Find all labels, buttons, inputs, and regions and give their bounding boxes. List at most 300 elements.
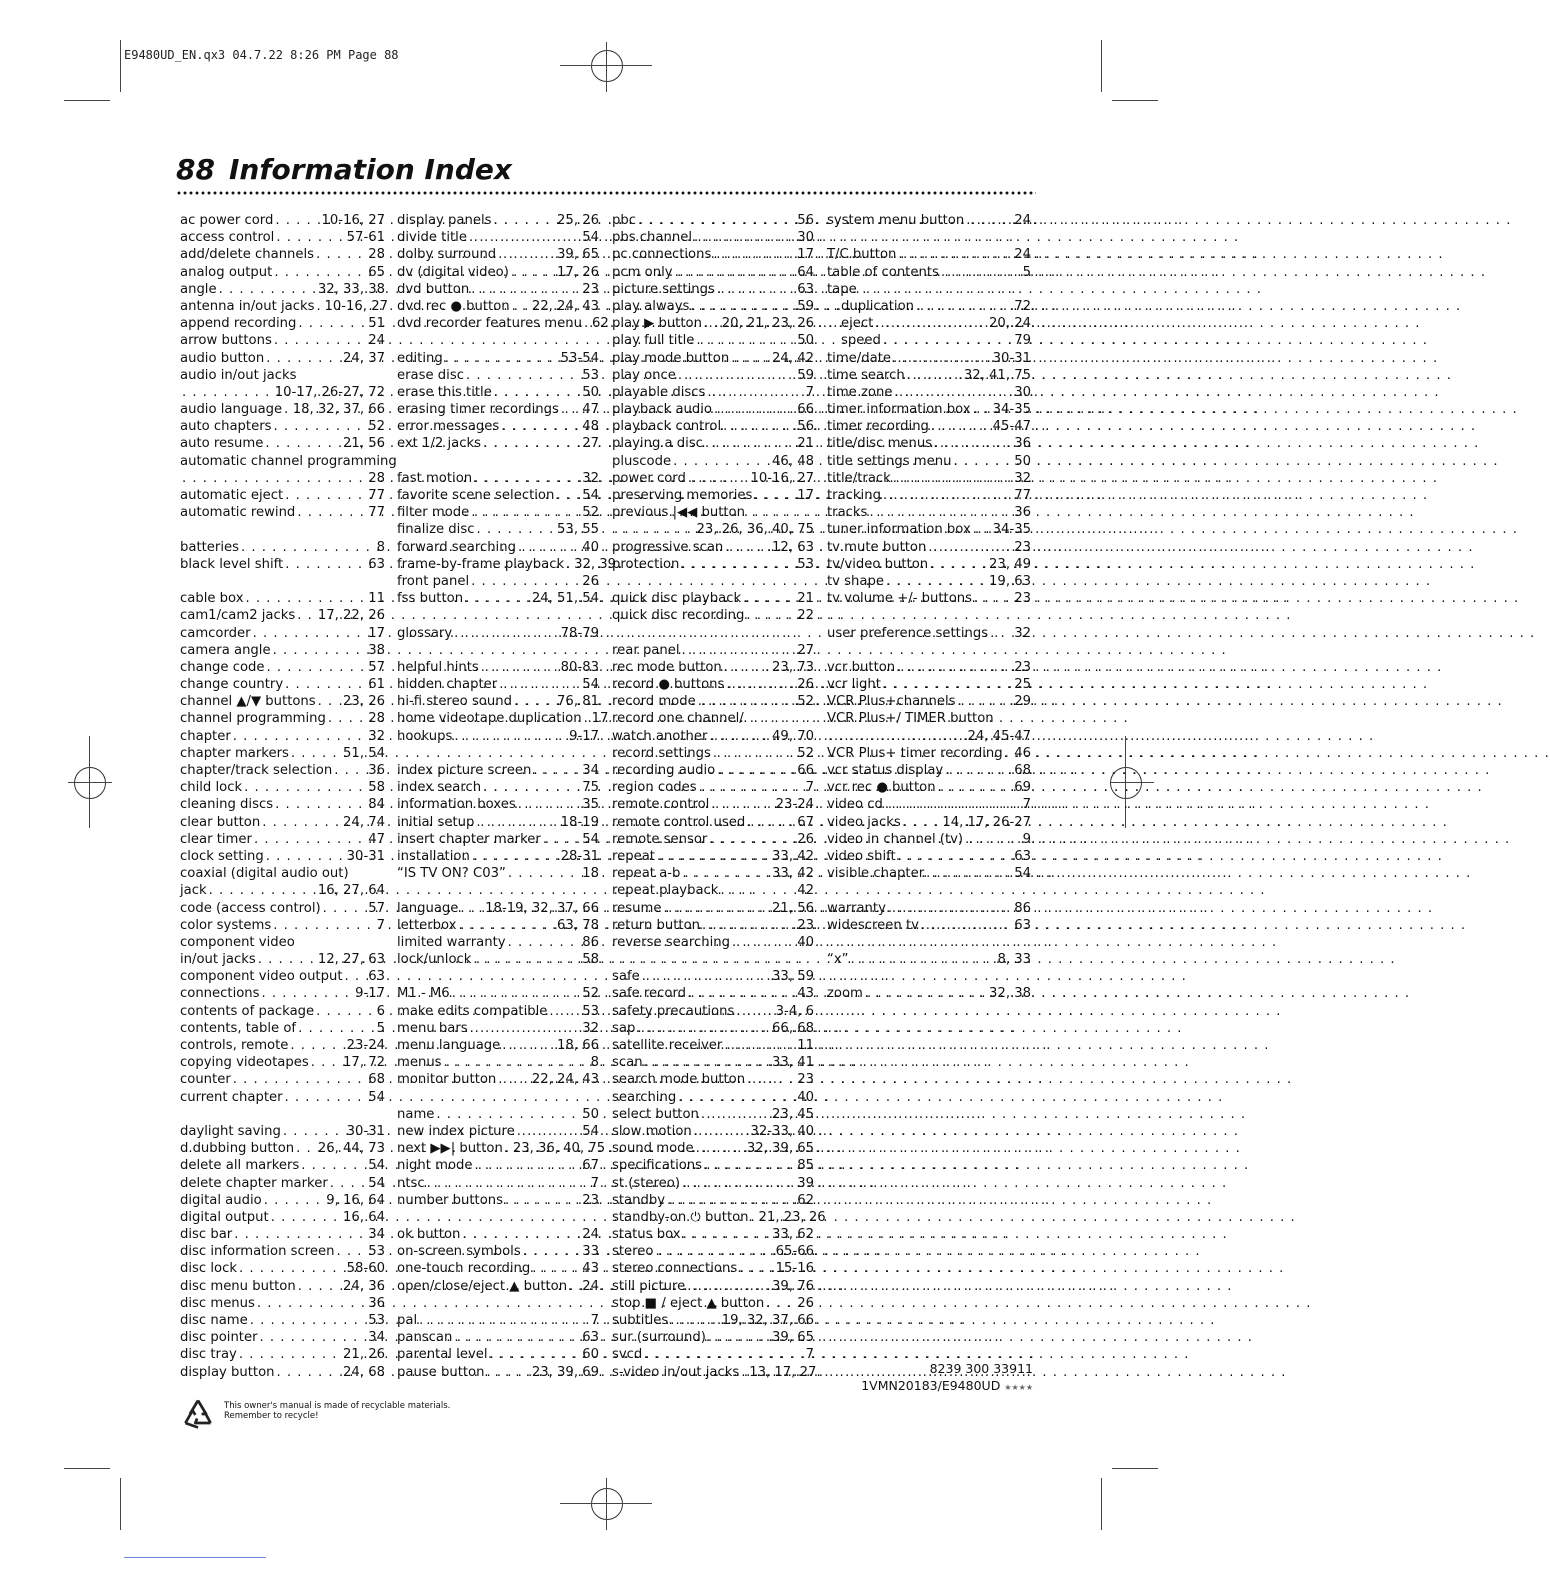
dot-leader [713,246,795,263]
index-entry [612,882,814,899]
index-term: sap [612,1020,636,1036]
index-term: auto chapters [180,419,272,435]
index-entry [397,1243,599,1260]
index-pages: 53 [368,1244,385,1260]
dot-leader [720,882,795,899]
dot-leader [469,229,580,246]
dot-leader [274,264,366,281]
dot-leader [926,865,1012,882]
index-entry [180,951,385,968]
index-pages: 53 [582,367,599,383]
dot-leader [483,779,580,796]
registration-mark [591,50,623,82]
index-entry [397,900,599,917]
dot-leader [532,1260,580,1277]
index-entry [180,1175,385,1192]
dot-leader [454,625,559,642]
index-pages: 8 [376,539,385,555]
index-pages: 62 [591,316,609,332]
index-term: repeat a-b [612,866,681,882]
index-term: playback audio [612,402,712,418]
index-entry [612,1003,814,1020]
index-term: letterbox [397,917,457,933]
index-entry [180,1157,385,1174]
dot-leader [262,814,341,831]
index-pages: 66 [797,763,814,778]
dot-leader [928,539,1012,556]
index-entry [397,951,599,968]
index-pages: 16, 64 [343,1209,385,1225]
index-term: tuner information box [827,522,971,538]
index-term: menu language [397,1038,501,1053]
index-entry [397,1192,599,1209]
index-pages: 40 [797,1089,814,1105]
dot-leader [637,1020,770,1037]
index-pages: 76, 81 [557,694,599,710]
index-entry [827,521,1031,538]
recycle-note-line-2: Remember to recycle! [224,1411,319,1421]
dot-leader [741,1364,747,1381]
index-entry [180,401,385,418]
index-term: index picture screen [397,763,532,778]
dot-leader [328,710,366,727]
index-column-3 [612,212,826,1381]
index-entry [612,1209,826,1226]
index-pages: 10-16, 27 [324,298,388,314]
index-term: channel ▲/▼ buttons [180,694,316,710]
index-pages: 78-79 [560,625,599,641]
dot-leader [732,934,795,951]
dot-leader [696,1140,745,1157]
index-entry [397,367,599,384]
index-entry [612,521,814,538]
index-pages: 30 [1014,384,1031,400]
index-entry [397,1071,599,1088]
index-spacer [397,1295,599,1312]
index-pages: 17 [797,488,814,503]
index-pages: 5 [1022,264,1031,280]
dot-leader [454,1329,580,1346]
index-entry [180,1278,385,1295]
index-term: finalize disc [397,522,475,538]
index-pages: 28-31 [560,848,599,864]
index-entry [612,814,814,831]
index-pages: 10-16, 27 [321,213,385,228]
index-pages: 64 [797,264,814,280]
index-pages: 47 [368,831,385,847]
dot-leader [459,917,556,934]
index-pages: 32, 33, 38 [317,281,385,297]
index-term: information boxes [397,797,516,813]
index-pages: 32, 39, 65 [746,1141,814,1157]
dot-leader [670,1312,719,1329]
index-pages: 67 [582,1158,599,1174]
index-term: table of contents [827,264,939,280]
dot-leader [667,1192,795,1209]
index-pages: 33, 42 [772,866,814,882]
dot-leader [743,590,795,607]
dot-leader [267,659,367,676]
index-pages: 32, 41, 75 [963,367,1031,383]
index-entry [827,246,1031,263]
index-pages: 77 [368,488,385,503]
index-term: lock/unlock [397,952,472,968]
index-term: contents, table of [180,1020,297,1036]
index-term: specifications [612,1158,703,1174]
index-entry [612,1226,814,1243]
dot-leader [334,762,366,779]
index-pages: 23, 73 [772,659,814,675]
index-term: VCR Plus+channels [827,694,956,710]
index-entry [612,539,814,556]
index-term: automatic eject [180,488,284,503]
index-pages: 63 [368,969,385,985]
index-pages: 17, 72 [343,1055,385,1071]
index-pages: 36 [368,1295,385,1311]
index-entry [397,796,599,813]
index-term: rec mode button [612,659,722,675]
index-term: hi-fi stereo sound [397,694,512,710]
index-pages: 33, 41 [772,1055,814,1071]
index-entry [180,1346,385,1363]
index-term: svcd [612,1347,643,1363]
index-pages: 33, 42 [772,848,814,864]
index-pages: 65 [368,264,385,280]
dot-leader [209,882,316,899]
index-pages: 86 [582,934,599,950]
index-entry [180,435,385,452]
dot-leader [234,1226,366,1243]
index-entry [397,384,599,401]
index-pages: 36 [368,763,385,778]
index-pages: 63, 78 [557,917,599,933]
index-pages: 52 [368,419,385,435]
dot-leader [445,350,559,367]
index-pages: 25 [1014,677,1031,693]
registration-mark-line [68,782,112,783]
index-term: video in channel (tv) [827,831,964,847]
document-code-text: 1VMN20183/E9480UD [861,1378,1001,1393]
index-term: speed [841,333,881,349]
index-entry [827,212,1031,229]
index-entry [827,659,1031,676]
index-term: playable discs [612,384,706,400]
index-entry [612,1020,814,1037]
page-title-text: Information Index [228,153,512,186]
dot-leader [898,848,1013,865]
index-pages: 15-16 [775,1261,814,1277]
index-term: disc menus [180,1295,255,1311]
dot-leader [886,573,987,590]
dot-leader [973,401,991,418]
dot-leader [931,418,991,435]
index-pages: 23-24 [346,1038,385,1053]
index-entry [180,332,385,349]
index-term: satellite receiver [612,1038,723,1053]
index-entry [612,367,814,384]
dot-leader [746,607,795,624]
dotted-divider [176,190,1036,196]
index-entry [180,917,385,934]
index-term: display panels [397,213,492,228]
index-entry [827,745,1031,762]
index-pages: 18-19, 32, 37, 66 [485,900,599,916]
index-pages: 3-4, 6 [775,1003,814,1019]
dot-leader [642,968,770,985]
dot-leader [973,521,991,538]
index-pages: 54 [582,677,599,693]
index-entry [827,470,1031,487]
recycle-note [224,1401,450,1421]
index-pages: 60 [582,1347,599,1363]
dot-leader [709,831,795,848]
dot-leader [941,264,1021,281]
dot-leader [265,435,341,452]
index-term: title/track [827,470,891,486]
dot-leader [465,590,530,607]
index-entry [612,676,814,693]
index-entry [180,882,385,899]
dot-leader [233,728,366,745]
index-entry [397,281,599,298]
index-pages: 21, 23, 26 [758,1209,826,1225]
index-entry [612,831,814,848]
index-entry [397,1364,599,1381]
dot-leader [701,1106,770,1123]
index-entry [397,625,599,642]
index-entry [397,504,599,521]
index-term: cleaning discs [180,797,274,813]
index-pages: 54 [582,1123,599,1139]
index-entry [612,1106,814,1123]
index-pages: 23, 26, 36, 40, 75 [696,522,814,538]
index-entry [612,1037,814,1054]
index-entry [612,246,814,263]
index-entry [180,1140,385,1157]
index-term: warranty [827,900,886,916]
index-term: access control [180,230,275,246]
dot-leader [704,1157,795,1174]
index-pages: 11 [797,1038,814,1053]
index-pages: 22, 24, 43 [531,1072,599,1088]
index-pages: 43 [797,986,814,1002]
index-term: chapter/track selection [180,763,333,778]
index-term: disc information screen [180,1244,335,1260]
index-entry [397,1278,599,1295]
dot-leader [274,332,366,349]
index-term: reverse searching [612,934,730,950]
index-term: remote control [612,797,710,813]
dot-leader [285,487,366,504]
dot-leader [930,556,987,573]
dot-leader [316,1003,374,1020]
dot-leader [501,418,580,435]
index-entry [612,504,814,521]
index-entry [612,487,814,504]
index-pages: 32-33, 40 [750,1123,814,1139]
index-entry [612,281,814,298]
index-term: picture settings [612,281,715,297]
dot-leader [246,590,367,607]
dot-leader [471,573,580,590]
dot-leader [508,865,580,882]
dot-leader [655,1243,773,1260]
index-pages: 30-31 [992,350,1031,366]
index-pages: 23 [582,281,599,297]
index-pages: 33 [582,1244,599,1260]
index-pages: 9-17 [355,986,385,1002]
page-title [176,153,512,186]
index-pages: 9 [1022,831,1031,847]
index-pages: 50 [582,1106,599,1122]
crop-mark [120,1478,121,1530]
index-entry [612,1192,814,1209]
index-entry [397,1260,599,1277]
index-term: divide title [397,230,467,246]
dot-leader [888,900,1012,917]
index-entry [180,745,385,762]
index-pages: 18, 66 [557,1038,599,1053]
index-pages: 32 [1014,470,1031,486]
index-entry [180,504,385,521]
index-pages: 54 [582,230,599,246]
index-spacer [827,968,1031,985]
index-term: coaxial (digital audio out) [180,866,349,882]
index-term: record ● buttons [612,677,725,693]
index-entry [612,435,814,452]
index-entry [827,865,1031,882]
dot-leader [473,951,580,968]
index-pages: 72 [1014,298,1031,314]
index-entry [180,1037,385,1054]
index-pages: 80-83 [560,659,599,675]
dot-leader [638,212,795,229]
index-pages: 24, 45-47 [967,728,1031,744]
index-pages: 49, 70 [772,728,814,744]
dot-leader [345,968,367,985]
index-term: pause button [397,1364,485,1380]
index-term: “x” [827,952,849,968]
index-pages: 68 [1014,763,1031,778]
index-pages: 21 [797,591,814,607]
index-pages: 39, 65 [557,247,599,263]
dot-leader [723,418,795,435]
index-pages: 26 [797,831,814,847]
dot-leader [724,659,770,676]
index-term: index search [397,780,482,796]
index-pages: 63 [797,281,814,297]
index-term: next ▶▶| button [397,1141,503,1157]
dot-leader [916,298,1012,315]
dot-leader [452,985,581,1002]
index-pages: 24, 42 [772,350,814,366]
index-pages: 24 [1014,247,1031,263]
index-term: duplication [841,298,915,314]
index-pages: 19, 63 [989,573,1031,589]
dot-leader [301,1157,366,1174]
index-term: on-screen symbols [397,1244,521,1260]
index-pages: 43 [582,1261,599,1277]
index-pages: 33, 62 [772,1227,814,1243]
index-term: disc menu button [180,1278,296,1294]
dot-leader [747,814,795,831]
index-term: M1 - M6 [397,986,450,1002]
dot-leader [751,1209,757,1226]
index-entry [612,1278,814,1295]
index-entry [397,1157,599,1174]
index-term: code (access control) [180,900,321,916]
index-term: record mode [612,694,696,710]
index-entry [180,539,385,556]
dot-leader [893,350,991,367]
dot-leader [865,985,987,1002]
index-entry [612,1175,814,1192]
index-pages: 23 [1014,659,1031,675]
dot-leader [514,693,555,710]
index-spacer [180,573,385,590]
index-entry [180,418,385,435]
index-term: antenna in/out jacks [180,298,315,314]
index-entry [612,332,814,349]
index-term: copying videotapes [180,1055,309,1071]
index-entry [827,401,1031,418]
dot-leader [239,1260,345,1277]
dot-leader [462,1226,580,1243]
index-spacer [180,521,385,538]
dot-leader [549,1003,580,1020]
index-pages: 62 [797,1192,814,1208]
dot-leader [508,934,581,951]
index-term: component video [180,934,295,950]
index-entry [612,315,814,332]
dot-leader [427,1175,589,1192]
dot-leader [883,332,1012,349]
index-term: camcorder [180,625,251,641]
index-entry [180,298,388,315]
index-entry [612,917,814,934]
index-pages: 59 [797,298,814,314]
crop-mark [1112,100,1158,101]
index-entry [827,814,1031,831]
index-entry [612,556,814,573]
index-entry [612,350,814,367]
index-pages: 52 [582,986,599,1002]
index-term: region codes [612,780,697,796]
index-term: visible chapter [827,866,925,882]
index-entry [180,693,385,710]
index-pages: 23 [1014,591,1031,607]
index-entry [612,762,814,779]
index-term: fss button [397,591,464,607]
index-term: disc pointer [180,1330,258,1346]
index-entry [612,1312,814,1329]
index-pages: 8 [590,1055,599,1071]
dot-leader [953,453,1012,470]
index-entry [612,1140,814,1157]
index-spacer [612,625,814,642]
dot-leader [297,607,316,624]
dot-leader [1005,745,1013,762]
index-term: standby-on ⏻ button [612,1209,749,1225]
index-pages: 32, 38 [989,986,1031,1002]
dot-leader [182,470,366,487]
index-term: parental level [397,1347,488,1363]
index-term: record settings [612,745,711,761]
index-entry [827,264,1031,281]
index-term: resume [612,900,662,916]
index-pages: 28 [368,711,385,727]
index-entry [397,521,599,538]
